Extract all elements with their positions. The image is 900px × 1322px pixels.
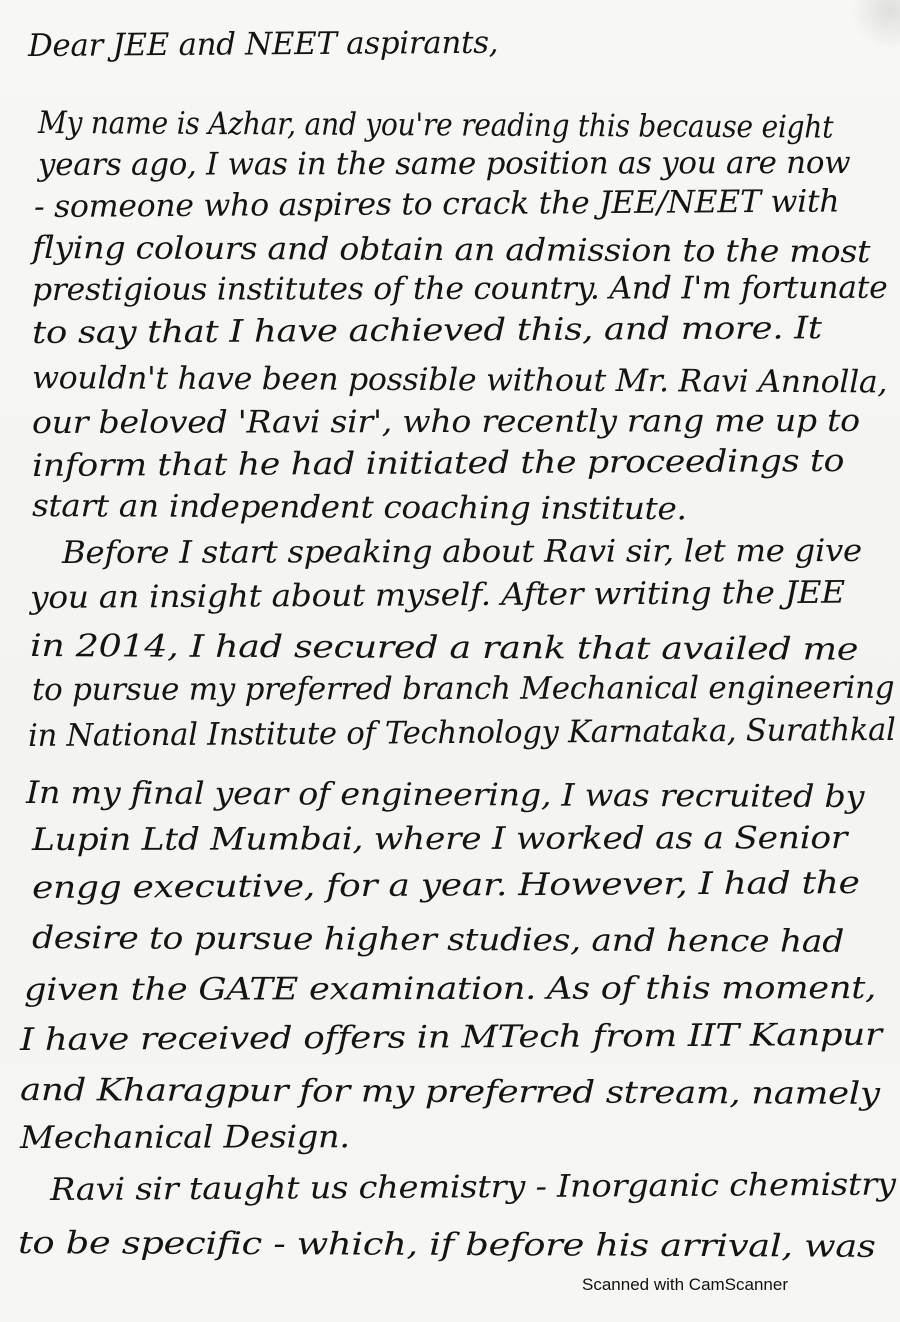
letter-line: you an insight about myself. After writing the JEE [29,574,846,616]
letter-line: engg executive, for a year. However, I had the [31,865,860,906]
letter-line: flying colours and obtain an admission to the most [31,230,871,271]
letter-line: Ravi sir taught us chemistry - Inorganic chemistry [49,1166,896,1208]
letter-line: Before I start speaking about Ravi sir, let me give [61,532,862,571]
letter-line: desire to pursue higher studies, and hence had [31,920,845,960]
letter-line: I have received offers in MTech from IIT Kanpur [19,1016,882,1058]
letter-line: In my final year of engineering, I was recruited by [25,775,865,816]
letter-line: in 2014, I had secured a rank that availed me [29,628,859,668]
letter-line: Lupin Ltd Mumbai, where I worked as a Senior [31,820,848,858]
letter-line: years ago, I was in the same position as you are now [37,144,851,183]
letter-line: to pursue my preferred branch Mechanical engineering [31,669,895,708]
letter-line: and Kharagpur for my preferred stream, namely [19,1072,880,1112]
letter-line: our beloved 'Ravi sir', who recently rang me up to [31,402,860,441]
letter-line: prestigious institutes of the country. And I'm fortunate [31,269,888,308]
letter-line: to be specific - which, if before his arrival, was [17,1225,876,1265]
letter-line: in National Institute of Technology Karnataka, Surathkal [27,711,896,754]
letter-line: to say that I have achieved this, and more. It [31,310,822,351]
letter-line: wouldn't have been possible without Mr. Ravi Annolla, [31,360,888,401]
letter-line: Mechanical Design. [19,1119,350,1156]
letter-line: inform that he had initiated the proceedings to [31,442,845,484]
letter-salutation: Dear JEE and NEET aspirants, [27,24,499,64]
letter-line: start an independent coaching institute. [31,488,687,528]
letter-line: given the GATE examination. As of this moment, [23,970,877,1008]
letter-line: My name is Azhar, and you're reading this because eight [37,105,834,146]
letter-line: - someone who aspires to crack the JEE/NEET with [33,183,840,225]
camscanner-watermark: Scanned with CamScanner [582,1275,789,1294]
